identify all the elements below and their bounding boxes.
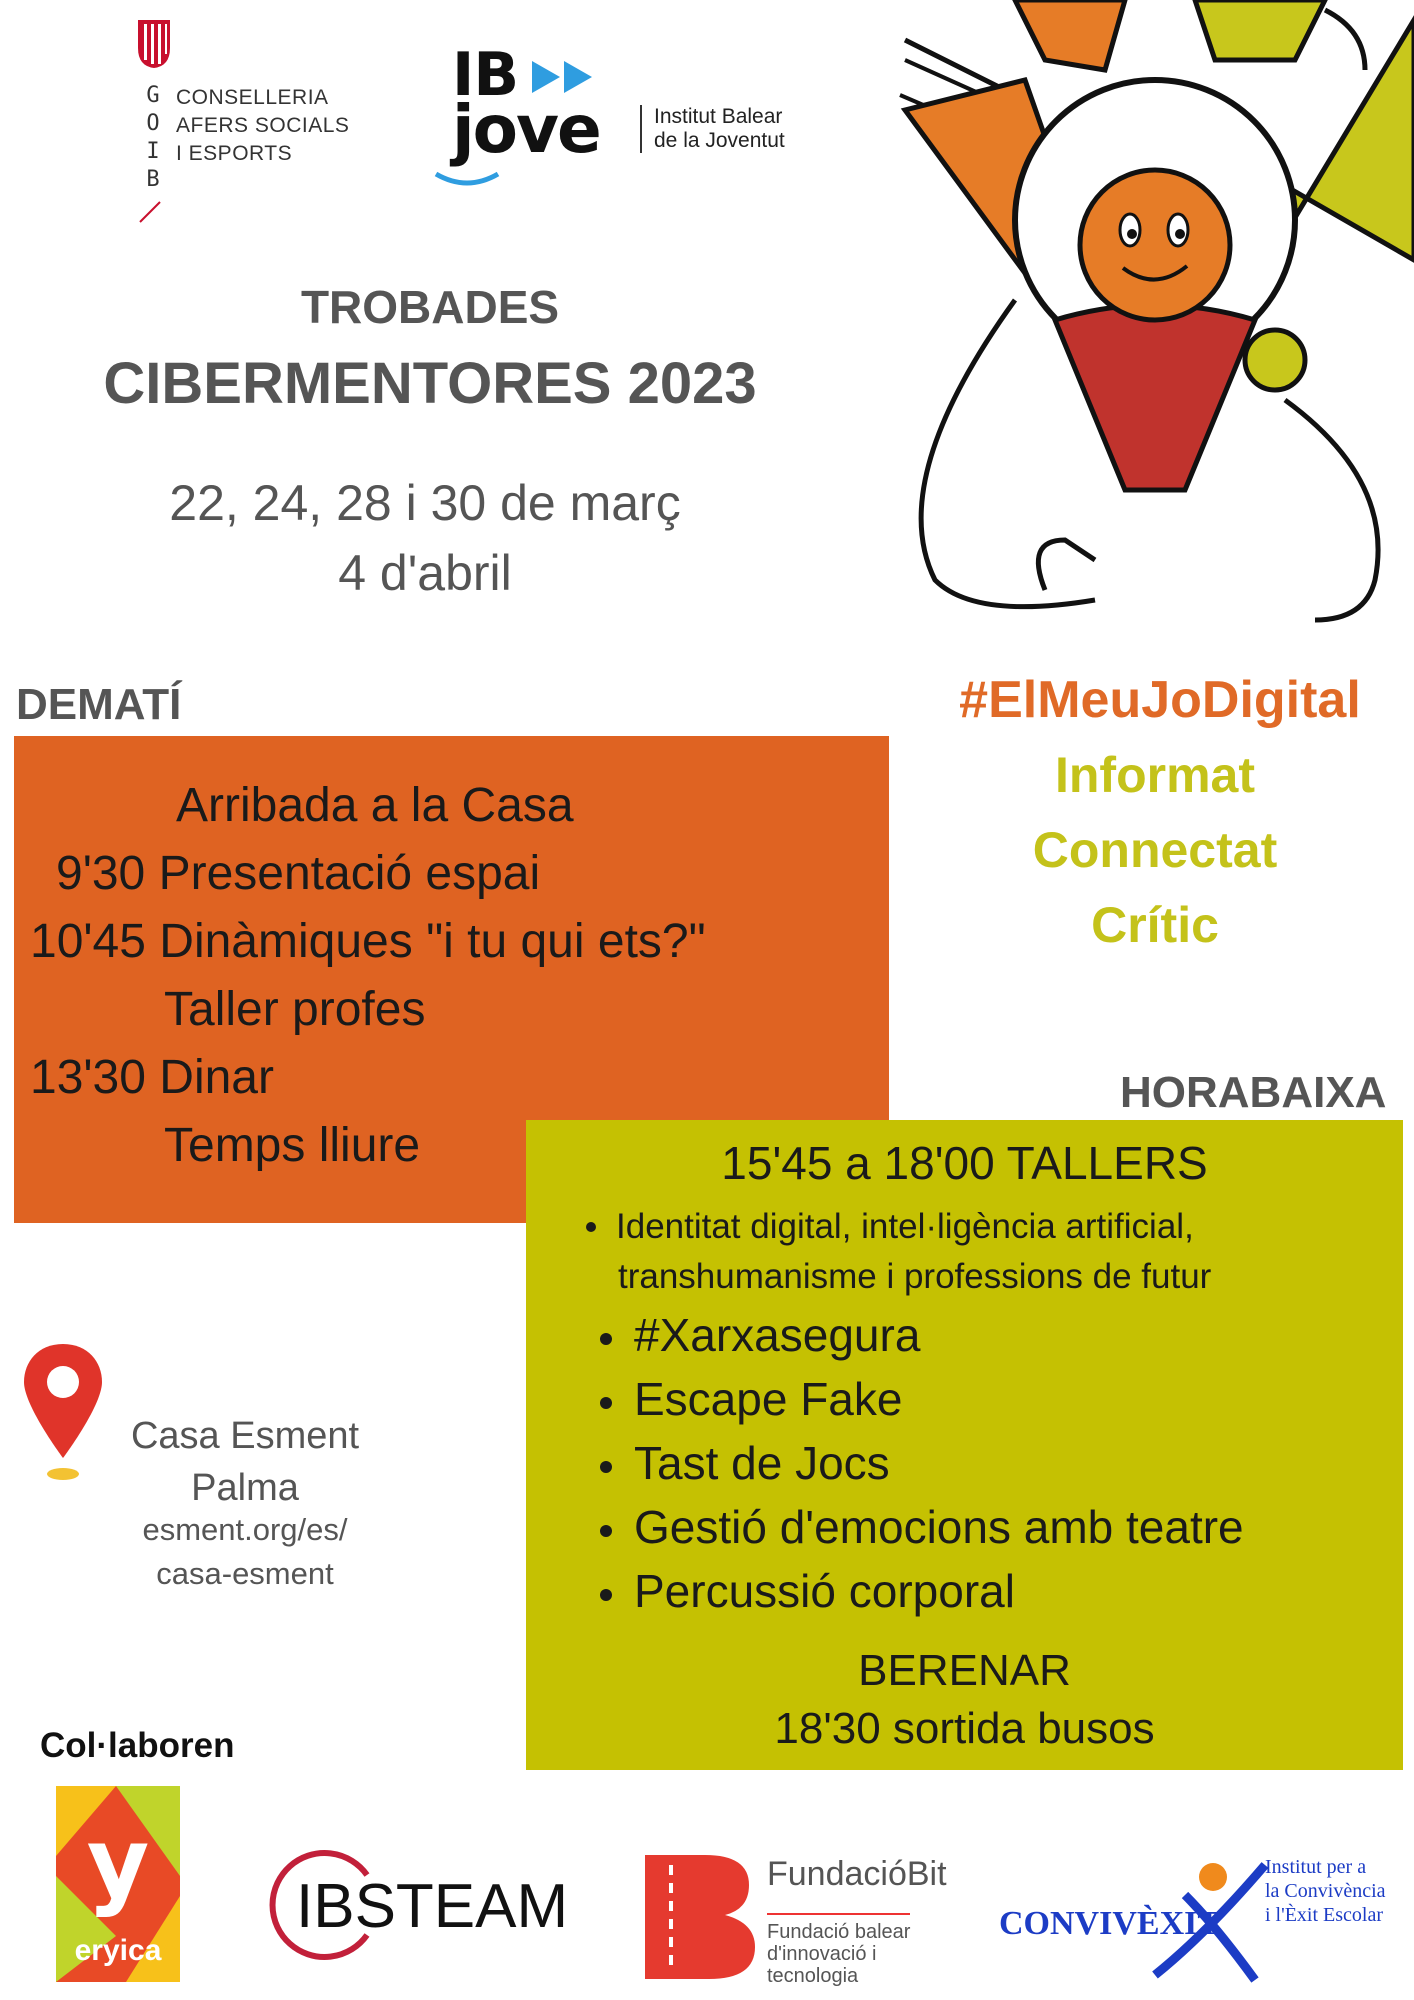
afternoon-schedule-box [526,1120,1403,1770]
bullet-icon [600,1461,612,1473]
ibsteam-wordmark: IBSTEAM [296,1872,569,1941]
goib-logo [130,18,390,223]
ibjove-smile-icon [432,170,502,190]
bullet-icon [600,1397,612,1409]
bullet-icon [600,1525,612,1537]
event-title-line2: CIBERMENTORES 2023 [103,351,757,416]
svg-text:y: y [86,1807,150,1919]
goib-department: CONSELLERIA AFERS SOCIALS I ESPORTS [176,86,350,165]
hashtag: #ElMeuJoDigital [959,671,1361,729]
morning-label: DEMATÍ [16,680,182,729]
quality-critic: Crític [1091,897,1219,953]
afternoon-label: HORABAIXA [1120,1068,1387,1117]
snack-label: BERENAR [858,1646,1071,1695]
workshop-item: #Xarxasegura [600,1308,920,1362]
venue-name: Casa Esment Palma [130,1415,360,1509]
morning-line: Temps lliure [164,1119,421,1172]
fundaciobit-logo [645,1855,965,1985]
bullet-icon [586,1222,596,1232]
event-dates: 22, 24, 28 i 30 de març 4 d'abril [169,475,681,601]
morning-line: Taller profes [164,983,426,1036]
goib-emblem-icon [134,18,174,70]
ibjove-subtitle: Institut Balear de la Joventut [640,105,785,153]
workshop-item-continued: transhumanisme i professions de futur [618,1257,1212,1296]
workshop-item: Gestió d'emocions amb teatre [600,1500,1244,1554]
ibsteam-logo [262,1845,569,1965]
departure-label: 18'30 sortida busos [774,1704,1155,1753]
quality-connectat: Connectat [1032,822,1278,878]
ibjove-logo [430,40,810,195]
fundaciobit-subtitle: Fundació balear d'innovació i tecnologia [767,1913,910,1987]
goib-letters: G O I B [146,83,160,192]
eryica-wordmark: eryica [74,1934,162,1967]
workshops-title: 15'45 a 18'00 TALLERS [721,1137,1208,1189]
eryica-logo [56,1786,180,1982]
workshop-item: Escape Fake [600,1372,902,1426]
morning-line: 13'30 Dinar [30,1051,274,1104]
fundaciobit-b-icon [645,1855,757,1979]
ibjove-jove: jove [452,91,600,168]
bullet-icon [600,1333,612,1345]
workshop-item: Percussió corporal [600,1564,1015,1618]
fundaciobit-name: FundacióBit [767,1855,947,1893]
morning-line: 10'45 Dinàmiques "i tu qui ets?" [30,915,706,968]
convivexit-subtitle: Institut per a la Convivència i l'Èxit Escolar [1265,1856,1386,1926]
ibjove-ib: IB [452,40,519,110]
morning-line: 9'30 Presentació espai [56,847,541,900]
collaborators-label: Col·laboren [40,1726,235,1765]
quality-informat: Informat [1055,747,1255,803]
bullet-icon [600,1589,612,1601]
location-pin-icon [20,1340,106,1486]
workshop-item: Identitat digital, intel·ligència artificial, [586,1202,1194,1252]
convivexit-logo [995,1855,1395,1985]
convivexit-name: CONVIVÈXIT [999,1905,1221,1942]
event-title-line1: TROBADES [300,281,560,333]
workshop-item: Tast de Jocs [600,1436,890,1490]
venue-link[interactable]: esment.org/es/ casa-esment [142,1512,348,1591]
morning-line: Arribada a la Casa [176,779,574,832]
mascot-illustration [895,0,1414,625]
goib-slash-icon [136,196,166,226]
